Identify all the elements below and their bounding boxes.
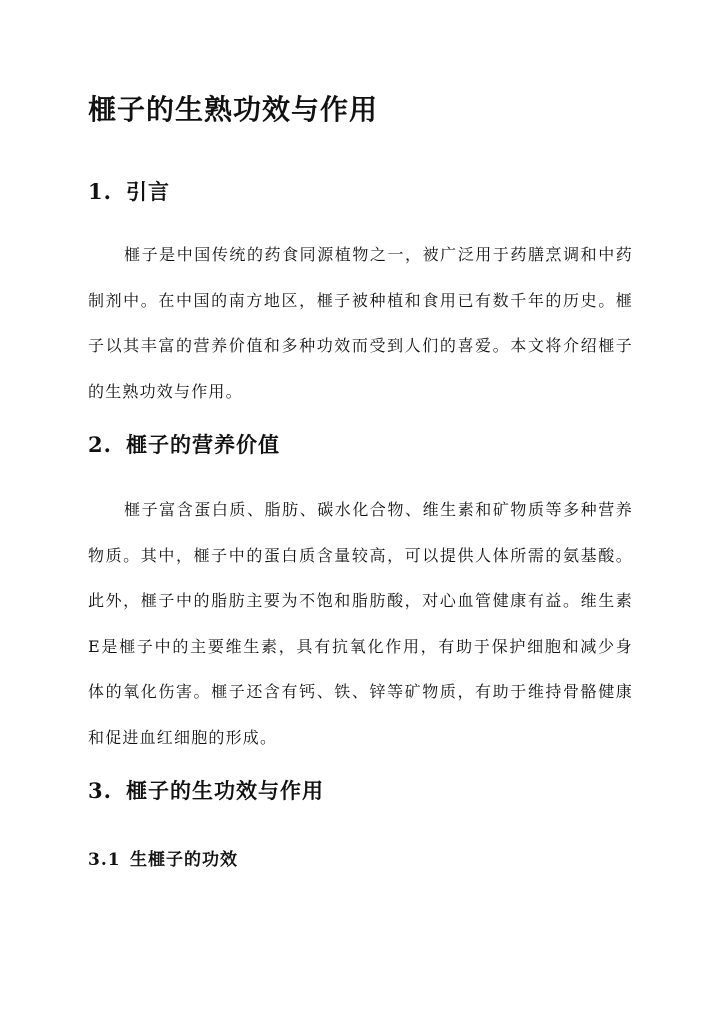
- paragraph-introduction: 榧子是中国传统的药食同源植物之一，被广泛用于药膳烹调和中药制剂中。在中国的南方地区，榧子被种植和食用已有数千年的历史。榧子以其丰富的营养价值和多种功效而受到人们的喜爱。本文将介绍榧子的生熟功效与作用。: [88, 245, 633, 401]
- section-heading-raw-effects: [88, 775, 324, 805]
- section-number: 1.: [88, 179, 112, 204]
- section-number: 3.: [88, 778, 112, 803]
- section-title: 引言: [126, 179, 170, 204]
- document-title: 榧子的生熟功效与作用: [88, 93, 379, 126]
- paragraph-nutrition: 榧子富含蛋白质、脂肪、碳水化合物、维生素和矿物质等多种营养物质。其中，榧子中的蛋白质含量较高，可以提供人体所需的氨基酸。此外，榧子中的脂肪主要为不饱和脂肪酸，对心血管健康有益。维生素E是榧子中的主要维生素，具有抗氧化作用，有助于保护细胞和减少身体的氧化伤害。榧子还含有钙、铁、锌等矿物质，有助于维持骨骼健康和促进血红细胞的形成。: [88, 500, 633, 747]
- section-title: 榧子的生功效与作用: [126, 778, 324, 803]
- section-number: 2.: [88, 432, 112, 457]
- section-heading-nutrition: [88, 429, 280, 459]
- subsection-heading-raw-torreya: [88, 845, 238, 870]
- subsection-number: 3.1: [88, 850, 121, 870]
- subsection-title: 生榧子的功效: [130, 850, 238, 870]
- section-heading-introduction: [88, 176, 170, 206]
- section-title: 榧子的营养价值: [126, 432, 280, 457]
